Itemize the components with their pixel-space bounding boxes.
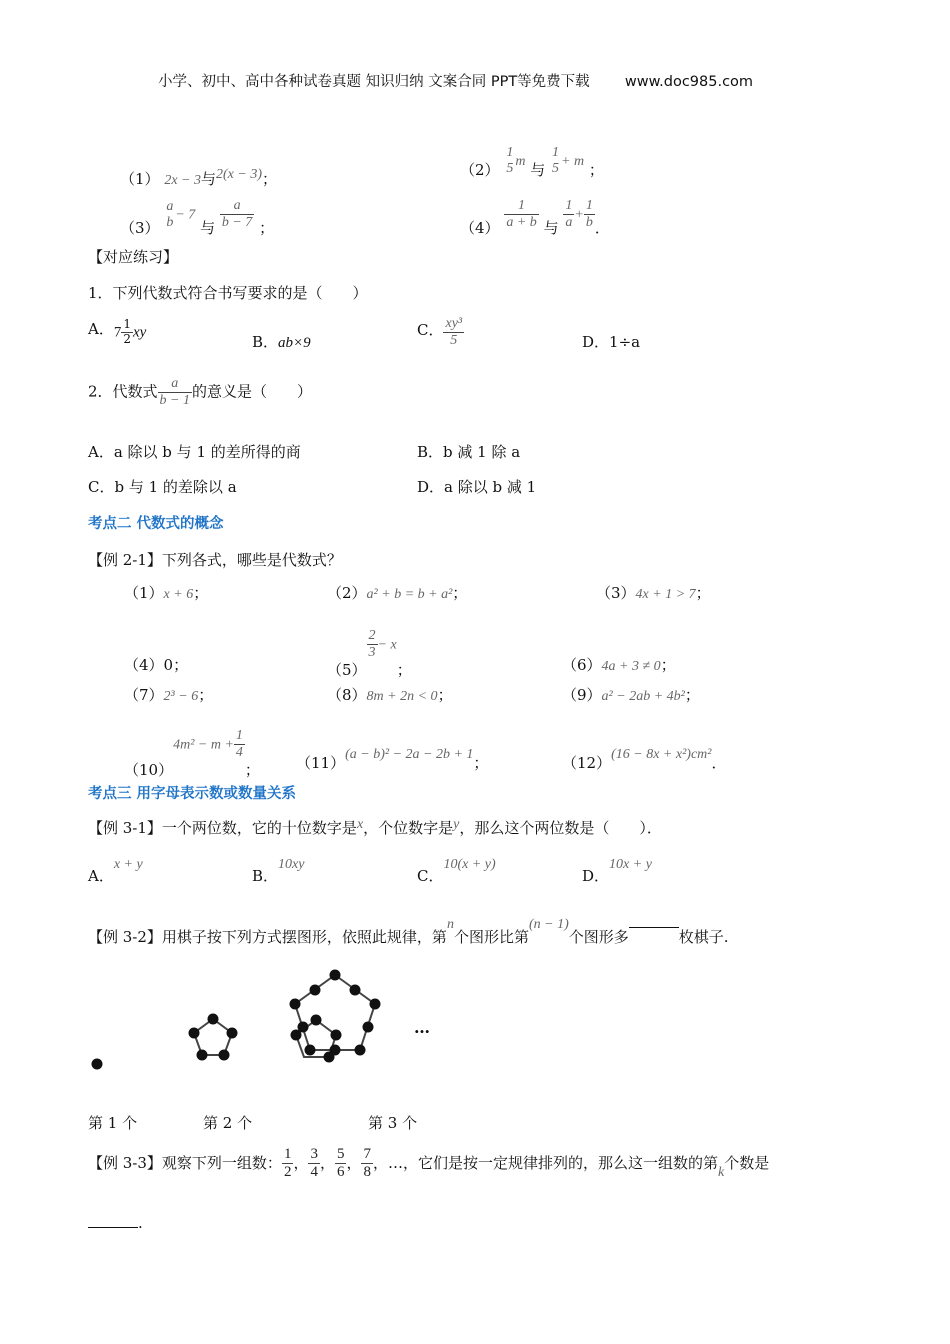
header-banner [158, 70, 753, 91]
fraction: $\frac{a}{b - 1}$ [159, 376, 190, 409]
fraction: a b [166, 198, 174, 230]
ex21-item-7: （7）2³ − 6； [124, 686, 214, 704]
ex21-stem: 【例 2-1】下列各式，哪些是代数式？ [88, 551, 342, 569]
ex21-item-2: （2）a² + b = b + a²； [327, 584, 468, 602]
fraction: $\frac{1}{4}$ [235, 728, 243, 761]
figure-label-1: 第 1 个 [88, 1114, 138, 1132]
item-number: （1） [120, 170, 160, 188]
ex32-stem: 【例 3-2】用棋子按下列方式摆图形，依照此规律，第n个图形比第(n − 1)个图形多 枚棋子. [88, 917, 729, 946]
ex31-option-d: D．10x + y [582, 857, 652, 885]
ex21-item-9: （9）a² − 2ab + 4b²； [562, 686, 700, 704]
item-number: （4） [460, 218, 500, 237]
q1-option-c: C． $\frac{\text{xy³}}{5}$ [417, 316, 463, 349]
q1-option-b: B．ab×9 [252, 333, 311, 351]
expr: − 7 [175, 207, 196, 223]
ex21-item-10: （10）4m² − m + $\frac{1}{4}$ ； [124, 728, 260, 779]
section-title: 考点三 用字母表示数或数量关系 [88, 786, 297, 802]
ex21-item-4: （4）0； [124, 656, 189, 674]
practice-title: 【对应练习】 [88, 248, 179, 266]
fraction: $\frac{1}{a + b}$ [506, 198, 537, 231]
ex21-item-3: （3）4x + 1 > 7； [596, 584, 711, 602]
fraction: 1 5 [506, 145, 514, 177]
plus-sign: + [574, 207, 584, 223]
punct: ； [262, 170, 278, 188]
fraction: $\frac{1}{2}$ [283, 1146, 292, 1181]
fraction: $\frac{1}{b}$ [585, 198, 593, 231]
ex31-stem: 【例 3-1】一个两位数，它的十位数字是x，个位数字是y，那么这个两位数是（ ）． [88, 817, 662, 837]
conj: 与 [200, 218, 216, 237]
section-title: 考点二 代数式的概念 [88, 516, 224, 532]
q2-option-c: C．b 与 1 的差除以 a [88, 478, 237, 496]
ex1-item-1 [120, 168, 277, 189]
item-number: （2） [460, 161, 500, 180]
punct: ； [588, 161, 604, 180]
figure-label-2: 第 2 个 [203, 1114, 253, 1132]
punct: ． [594, 218, 610, 237]
expr: 2(x − 3) [216, 167, 263, 182]
fraction: $\frac{3}{4}$ [310, 1146, 318, 1181]
ex21-item-11: （11）(a − b)² − 2a − 2b + 1； [296, 747, 489, 772]
expr: + m [561, 154, 585, 170]
ex31-option-b: B．10xy [252, 857, 305, 885]
conj: 与 [543, 218, 559, 237]
ex1-item-3 [120, 198, 275, 237]
ex1-item-2 [460, 145, 604, 180]
punct: ； [259, 218, 275, 237]
ellipsis: … [414, 1018, 430, 1037]
fraction: $\frac{2}{3}$ [368, 628, 376, 661]
fraction: $\frac{5}{6}$ [336, 1146, 345, 1181]
ex21-item-8: （8）8m + 2n < 0； [327, 686, 453, 704]
q2-stem: 2．代数式 $\frac{a}{b - 1}$ 的意义是（ ） [88, 376, 313, 409]
fraction: $\frac{1}{2}$ [123, 317, 131, 346]
header-text: 小学、初中、高中各种试卷真题 知识归纳 文案合同 PPT等免费下载 [158, 74, 590, 90]
figure-label-3: 第 3 个 [368, 1114, 418, 1132]
expr: 2x − 3 [164, 173, 201, 188]
ex1-item-4 [460, 198, 610, 237]
fraction: 1 5 [552, 145, 560, 177]
fraction: $\frac{a}{b - 7}$ [221, 198, 253, 231]
ex31-option-a: A．x + y [88, 857, 143, 885]
q2-option-b: B．b 减 1 除 a [417, 443, 521, 461]
item-number: （3） [120, 218, 160, 237]
fraction: $\frac{1}{a}$ [565, 198, 573, 231]
fraction: $\frac{\text{xy³}}{5}$ [445, 316, 463, 349]
answer-blank [88, 1226, 138, 1228]
piece-fig1 [92, 1059, 103, 1070]
ex21-item-1: （1）x + 6； [124, 584, 209, 602]
expr: m [515, 154, 526, 170]
ex21-item-6: （6）4a + 3 ≠ 0； [562, 656, 676, 674]
pieces-fig2 [189, 1014, 238, 1061]
q2-option-a: A．a 除以 b 与 1 的差所得的商 [88, 443, 301, 461]
answer-blank [629, 926, 679, 928]
q1-option-d: D．1÷a [582, 333, 641, 351]
q1-stem: 1．下列代数式符合书写要求的是（ ） [88, 284, 368, 302]
conj: 与 [201, 170, 217, 188]
ex21-item-12: （12）(16 − 8x + x²)cm²． [562, 747, 727, 772]
ex21-item-5: （5） $\frac{2}{3}$ − x； [327, 628, 412, 679]
q1-option-a: A．7 $\frac{1}{2}$ xy [88, 317, 147, 346]
ex33-answer: . [88, 1214, 143, 1232]
pieces-fig3 [290, 970, 381, 1063]
fraction: $\frac{7}{8}$ [363, 1146, 371, 1181]
q2-option-d: D．a 除以 b 减 1 [417, 478, 537, 496]
ex33-stem: 【例 3-3】观察下列一组数： $\frac{1}{2}$ ， $\frac{3}{4}$ ， $\frac{5}{6}$ ， $\frac{7}{8}$ ，…，它们是按一定规律排列的，那么这一组数的第k个数是 [88, 1146, 770, 1181]
conj: 与 [530, 161, 546, 180]
pattern-figure [80, 965, 500, 1075]
header-site: www.doc985.com [624, 74, 754, 90]
ex31-option-c: C．10(x + y) [417, 857, 496, 885]
